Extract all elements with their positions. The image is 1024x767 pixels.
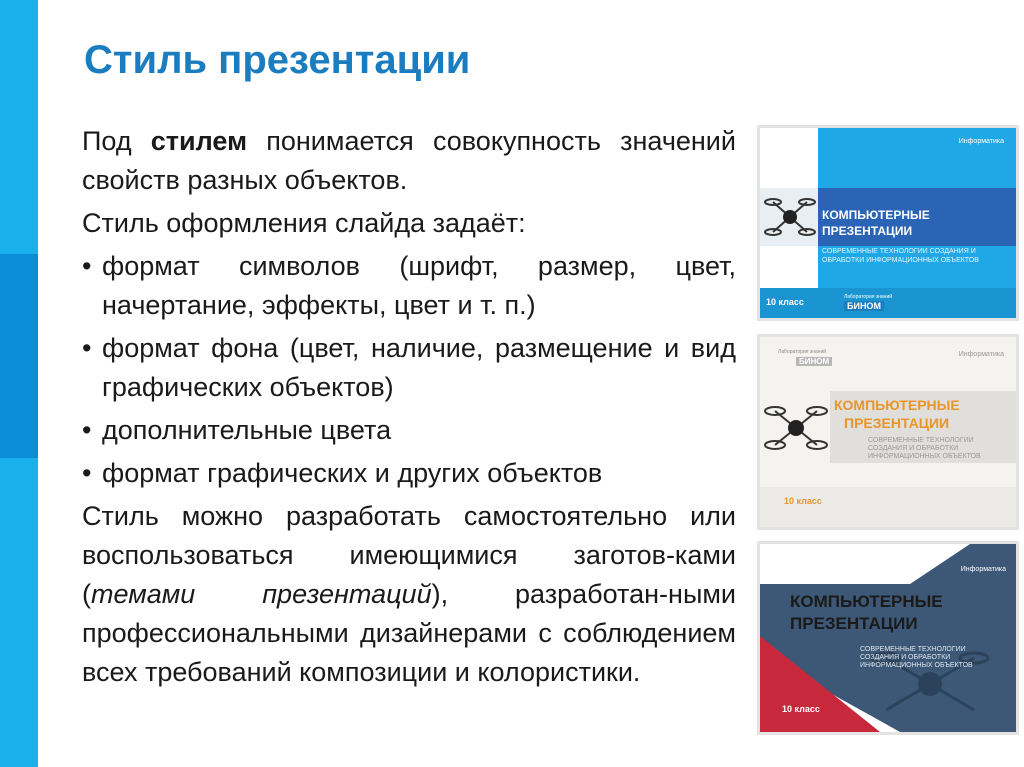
cover-subtitle-line-3: ИНФОРМАЦИОННЫХ ОБЪЕКТОВ: [860, 662, 973, 669]
cover-subject: Информатика: [958, 138, 1004, 145]
side-bar-accent-block: [0, 254, 38, 458]
bullet-marker: •: [82, 415, 92, 445]
cover-subject: Информатика: [960, 566, 1006, 573]
bullet-text: формат символов (шрифт, размер, цвет, начертание, эффекты, цвет и т. п.): [102, 251, 736, 320]
cover-title-line-1: КОМПЬЮТЕРНЫЕ: [834, 397, 960, 413]
bullet-text: дополнительные цвета: [102, 415, 392, 445]
cover-subtitle-line-2: СОЗДАНИЯ И ОБРАБОТКИ: [868, 445, 959, 452]
paragraph-prefix: Стиль можно разработать самостоятельно или воспользоваться имеющимися заготов-ками (: [82, 501, 736, 609]
publisher-caption: Лаборатория знаний: [778, 349, 827, 355]
paragraph-style-definition: [82, 122, 736, 200]
slide-body: [82, 122, 736, 692]
publisher-logo: БИНОМ: [796, 357, 832, 366]
term-style: стилем: [150, 126, 248, 156]
cover-subtitle-line-2: СОЗДАНИЯ И ОБРАБОТКИ: [860, 654, 951, 661]
cover-subtitle-line-1: СОВРЕМЕННЫЕ ТЕХНОЛОГИИ: [860, 646, 966, 653]
publisher-logo: БИНОМ: [844, 301, 884, 311]
cover-grade: 10 класс: [766, 297, 804, 307]
cover-subtitle-line-1: СОВРЕМЕННЫЕ ТЕХНОЛОГИИ: [868, 437, 974, 444]
paragraph-suffix: ), разработан-ными профессиональными дизайнерами с соблюдением всех требований композиции и колористики.: [82, 579, 737, 687]
paragraph-prefix: Под: [82, 126, 132, 156]
drone-image: [763, 192, 817, 242]
cover-subject: Информатика: [958, 351, 1004, 358]
cover-subtitle-line-3: ИНФОРМАЦИОННЫХ ОБЪЕКТОВ: [868, 453, 981, 460]
bullet-marker: •: [82, 251, 92, 281]
cover-title-line-1: КОМПЬЮТЕРНЫЕ: [822, 208, 930, 222]
book-cover-blue: [760, 128, 1016, 318]
book-cover-orange: [760, 337, 1016, 527]
bullet-text: формат фона (цвет, наличие, размещение и вид графических объектов): [102, 333, 736, 402]
cover-subtitle-line-2: ОБРАБОТКИ ИНФОРМАЦИОННЫХ ОБЪЕКТОВ: [822, 257, 979, 264]
cover-title-line-2: ПРЕЗЕНТАЦИИ: [790, 614, 918, 633]
cover-title-line-2: ПРЕЗЕНТАЦИИ: [844, 415, 950, 431]
cover-grade: 10 класс: [782, 704, 820, 714]
paragraph-suffix: понимается совокупность значений свойств разных объектов.: [82, 126, 736, 195]
slide-side-bar: [0, 0, 38, 767]
paragraph-themes: [82, 497, 736, 692]
book-cover-navy: [760, 544, 1016, 732]
paragraph-style-sets: Стиль оформления слайда задаёт:: [82, 208, 526, 238]
cover-subtitle-line-1: СОВРЕМЕННЫЕ ТЕХНОЛОГИИ СОЗДАНИЯ И: [822, 248, 976, 255]
bullet-marker: •: [82, 333, 92, 363]
term-themes: темами презентаций: [91, 579, 432, 609]
slide-title: Стиль презентации: [84, 38, 471, 82]
bullet-item: [82, 247, 736, 325]
bullet-item: [82, 329, 736, 407]
cover-grade: 10 класс: [784, 496, 822, 506]
bullet-text: формат графических и других объектов: [102, 458, 603, 488]
bullet-marker: •: [82, 458, 92, 488]
bullet-item: [82, 411, 736, 450]
publisher-caption: Лаборатория знаний: [844, 294, 893, 300]
cover-title-line-1: КОМПЬЮТЕРНЫЕ: [790, 592, 943, 611]
drone-image: [763, 399, 829, 457]
cover-title-line-2: ПРЕЗЕНТАЦИИ: [822, 224, 913, 238]
bullet-item: [82, 454, 736, 493]
